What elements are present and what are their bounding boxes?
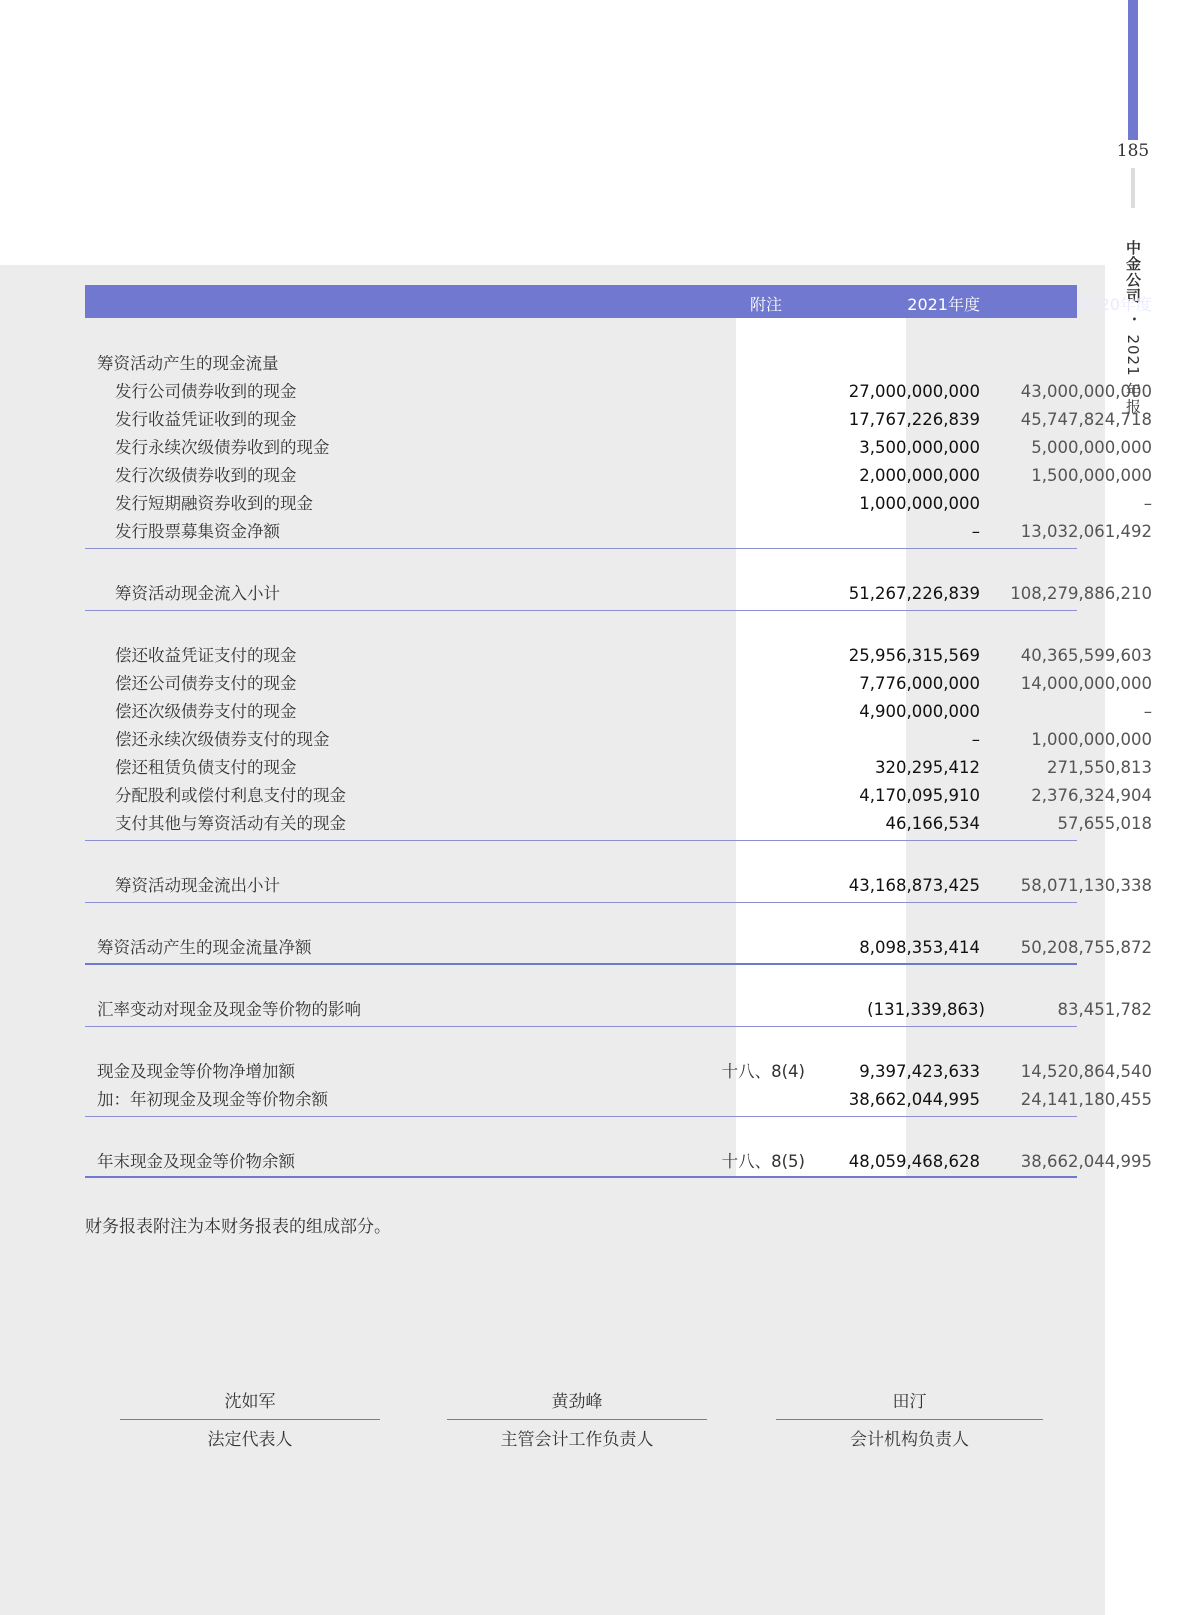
table-row-subtotal <box>85 581 1152 607</box>
row-value-2020: 45,747,824,718 <box>1020 410 1152 429</box>
row-label: 筹资活动产生的现金流量 <box>97 354 279 373</box>
row-note: 十八、8(5) <box>721 1152 805 1171</box>
row-label: 分配股利或偿付利息支付的现金 <box>115 786 346 805</box>
row-value-2021: 48,059,468,628 <box>848 1152 980 1171</box>
side-company-name: 中金公司 <box>1124 240 1142 304</box>
row-label: 筹资活动现金流出小计 <box>115 876 280 895</box>
row-value-2020: 5,000,000,000 <box>1031 438 1152 457</box>
row-divider <box>85 548 1077 549</box>
row-divider <box>85 1026 1077 1027</box>
row-value-2020: 14,520,864,540 <box>1020 1062 1152 1081</box>
signature-line <box>447 1419 707 1420</box>
row-value-2021: 27,000,000,000 <box>848 382 980 401</box>
row-value-2020: 2,376,324,904 <box>1031 786 1152 805</box>
row-label: 偿还收益凭证支付的现金 <box>115 646 297 665</box>
table-row <box>85 519 1152 545</box>
table-row <box>85 351 1077 377</box>
signatory-name: 田汀 <box>892 1392 927 1412</box>
row-divider <box>85 902 1077 903</box>
table-row <box>85 643 1152 669</box>
row-value-2020: 58,071,130,338 <box>1020 876 1152 895</box>
row-label: 发行股票募集资金净额 <box>115 522 280 541</box>
table-row <box>85 699 1152 725</box>
row-divider <box>85 610 1077 611</box>
table-row <box>85 379 1152 405</box>
row-value-2020: 38,662,044,995 <box>1020 1152 1152 1171</box>
row-value-2021: 320,295,412 <box>875 758 980 777</box>
row-value-2021: 1,000,000,000 <box>859 494 980 513</box>
row-label: 偿还公司债券支付的现金 <box>115 674 297 693</box>
page-accent-bar <box>1128 0 1138 140</box>
signature-block <box>120 1388 380 1454</box>
row-label: 加：年初现金及现金等价物余额 <box>97 1090 328 1109</box>
table-row <box>85 491 1152 517</box>
row-label: 偿还永续次级债券支付的现金 <box>115 730 330 749</box>
signatory-name: 黄劲峰 <box>551 1392 603 1412</box>
table-row <box>85 463 1152 489</box>
row-label: 发行次级债券收到的现金 <box>115 466 297 485</box>
row-label: 发行短期融资券收到的现金 <box>115 494 313 513</box>
row-label: 发行收益凭证收到的现金 <box>115 410 297 429</box>
row-value-2020: 1,500,000,000 <box>1031 466 1152 485</box>
table-row <box>85 671 1152 697</box>
row-value-2021: 4,900,000,000 <box>859 702 980 721</box>
signatory-role: 主管会计工作负责人 <box>500 1430 654 1450</box>
table-row <box>85 727 1152 753</box>
row-value-2020: 271,550,813 <box>1047 758 1152 777</box>
row-label: 年末现金及现金等价物余额 <box>97 1152 295 1171</box>
header-note: 附注 <box>749 295 782 314</box>
row-label: 筹资活动产生的现金流量净额 <box>97 938 312 957</box>
table-row <box>85 783 1152 809</box>
footnote: 财务报表附注为本财务报表的组成部分。 <box>85 1217 391 1237</box>
row-value-2021: 7,776,000,000 <box>859 674 980 693</box>
row-label: 偿还租赁负债支付的现金 <box>115 758 297 777</box>
signature-block <box>776 1388 1043 1454</box>
table-row <box>85 1087 1152 1113</box>
row-value-2021: 17,767,226,839 <box>848 410 980 429</box>
table-row <box>85 811 1152 837</box>
row-value-2020: – <box>1143 494 1152 513</box>
row-value-2020: 1,000,000,000 <box>1031 730 1152 749</box>
signature-line <box>120 1419 380 1420</box>
table-row-subtotal <box>85 873 1152 899</box>
row-label: 筹资活动现金流入小计 <box>115 584 280 603</box>
signature-block <box>447 1388 707 1454</box>
table-row <box>85 407 1152 433</box>
row-value-2021: 9,397,423,633 <box>859 1062 980 1081</box>
signatory-role: 法定代表人 <box>207 1430 293 1450</box>
header-2020: 2020年度 <box>1079 295 1152 314</box>
table-row-total <box>85 1149 1152 1175</box>
page-number: 185 <box>1116 141 1150 161</box>
row-value-2020: – <box>1143 702 1152 721</box>
row-label: 支付其他与筹资活动有关的现金 <box>115 814 346 833</box>
table-row <box>85 1059 1152 1085</box>
row-divider-thick <box>85 963 1077 965</box>
row-value-2020: 14,000,000,000 <box>1020 674 1152 693</box>
side-separator: • <box>1128 315 1139 323</box>
row-value-2020: 50,208,755,872 <box>1020 938 1152 957</box>
row-value-2021: 46,166,534 <box>885 814 980 833</box>
row-label: 现金及现金等价物净增加额 <box>97 1062 295 1081</box>
page-accent-bar-lower <box>1131 168 1135 208</box>
row-value-2021: 3,500,000,000 <box>859 438 980 457</box>
table-row-total <box>85 935 1152 961</box>
row-value-2020: 57,655,018 <box>1057 814 1152 833</box>
row-value-2021: 8,098,353,414 <box>859 938 980 957</box>
table-header <box>85 285 1152 318</box>
signatory-name: 沈如军 <box>224 1392 276 1412</box>
row-value-2020: 13,032,061,492 <box>1020 522 1152 541</box>
row-label: 汇率变动对现金及现金等价物的影响 <box>97 1000 361 1019</box>
table-row <box>85 435 1152 461</box>
signatory-role: 会计机构负责人 <box>850 1430 969 1450</box>
row-value-2020: 83,451,782 <box>1057 1000 1152 1019</box>
row-value-2021: 43,168,873,425 <box>848 876 980 895</box>
row-value-2021: – <box>971 730 980 749</box>
row-label: 发行公司债券收到的现金 <box>115 382 297 401</box>
row-value-2020: 40,365,599,603 <box>1020 646 1152 665</box>
row-value-2021: – <box>971 522 980 541</box>
table-row <box>85 755 1152 781</box>
row-label: 偿还次级债券支付的现金 <box>115 702 297 721</box>
side-report-name: 2021 年报 <box>1124 334 1142 415</box>
row-divider-thick <box>85 1176 1077 1178</box>
row-value-2021: 2,000,000,000 <box>859 466 980 485</box>
row-value-2021: 38,662,044,995 <box>848 1090 980 1109</box>
header-2021: 2021年度 <box>907 295 980 314</box>
row-value-2021: 51,267,226,839 <box>848 584 980 603</box>
row-value-2020: 24,141,180,455 <box>1020 1090 1152 1109</box>
row-label: 发行永续次级债券收到的现金 <box>115 438 330 457</box>
row-value-2020: 43,000,000,000 <box>1020 382 1152 401</box>
signature-line <box>776 1419 1043 1420</box>
row-value-2020: 108,279,886,210 <box>1010 584 1152 603</box>
row-divider <box>85 840 1077 841</box>
row-value-2021: 25,956,315,569 <box>848 646 980 665</box>
table-row <box>85 997 1152 1023</box>
row-note: 十八、8(4) <box>721 1062 805 1081</box>
row-divider <box>85 1116 1077 1117</box>
row-value-2021: 4,170,095,910 <box>859 786 980 805</box>
row-value-2021: (131,339,863) <box>867 1000 985 1019</box>
